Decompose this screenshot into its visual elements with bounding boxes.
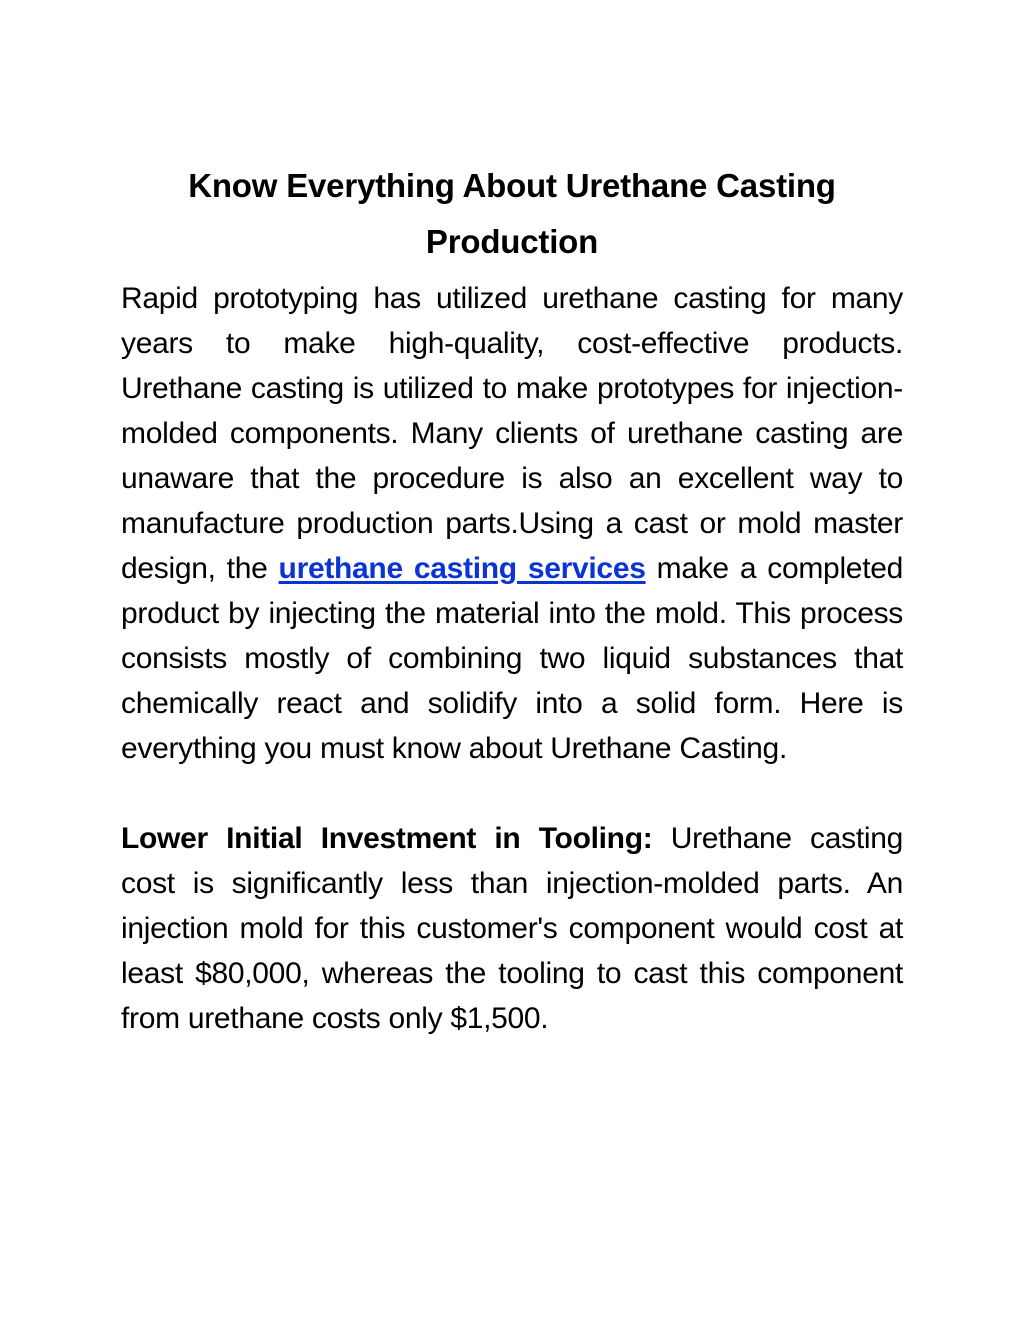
tooling-heading: Lower Initial Investment in Tooling: <box>121 822 653 855</box>
intro-text-before-link: Rapid prototyping has utilized urethane casting for many years to make high-quality, cost-effective products. Urethane casting is utilized to make prototypes for injection-molded components. Many clients of urethane casting are unaware that the procedure is also an excellent way to manufacture production parts.Using a cast or mold master design, the <box>121 282 903 585</box>
tooling-paragraph <box>121 816 903 1041</box>
document-page <box>121 158 903 1041</box>
intro-paragraph <box>121 276 903 771</box>
document-title: Know Everything About Urethane Casting Production <box>188 167 836 260</box>
tooling-text: Urethane casting cost is significantly less than injection-molded parts. An injection mold for this customer's component would cost at least $80,000, whereas the tooling to cast this component from urethane costs only $1,500. <box>121 822 904 1035</box>
intro-text-after-link: make a completed product by injecting the material into the mold. This process consists mostly of combining two liquid substances that chemically react and solidify into a solid form. Here is everything you must know about Urethane Casting. <box>121 552 903 765</box>
urethane-casting-services-link[interactable]: urethane casting services <box>278 552 646 585</box>
